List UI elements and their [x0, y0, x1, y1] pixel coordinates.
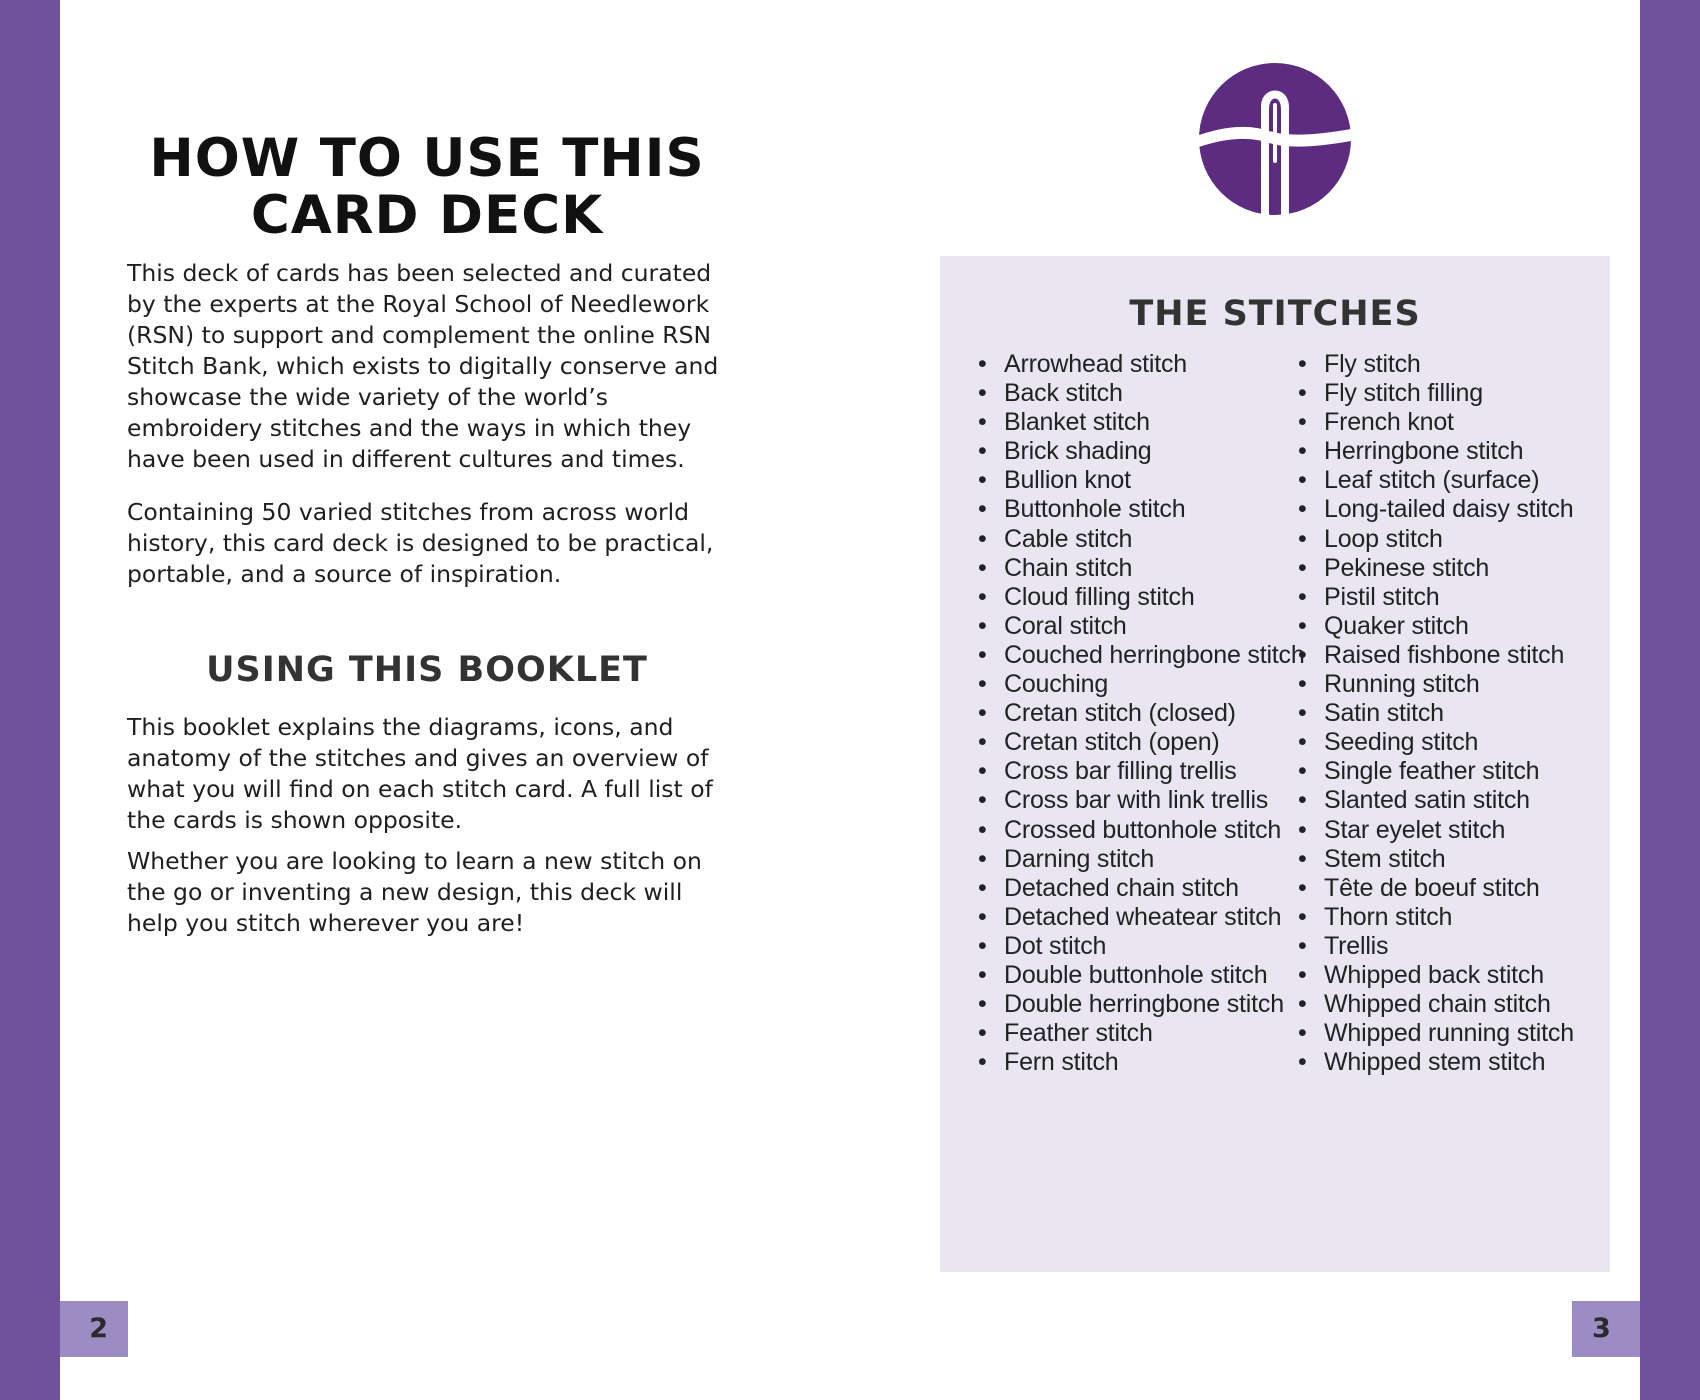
stitch-list-item: • Whipped back stitch: [1298, 961, 1598, 990]
stitch-list-item: • Star eyelet stitch: [1298, 816, 1598, 845]
page-title-line-1: HOW TO USE THIS: [149, 128, 705, 189]
stitch-list-item: • Whipped chain stitch: [1298, 990, 1598, 1019]
right-edge-band: [1640, 0, 1700, 1400]
stitch-list-item: • Quaker stitch: [1298, 612, 1598, 641]
needle-and-thread-icon: [1199, 63, 1351, 215]
stitch-list-item: • Whipped running stitch: [1298, 1019, 1598, 1048]
stitch-list-item: • Fly stitch filling: [1298, 379, 1598, 408]
stitch-list-item: • French knot: [1298, 408, 1598, 437]
stitch-list-item: • Buttonhole stitch: [978, 495, 1298, 524]
stitch-list-item: • Thorn stitch: [1298, 903, 1598, 932]
stitches-panel: [940, 256, 1610, 1272]
stitch-list-item: • Cloud filling stitch: [978, 583, 1298, 612]
booklet-paragraph-2: Whether you are looking to learn a new stitch on the go or inventing a new design, this deck will help you stitch wherever you are!: [127, 847, 702, 937]
stitch-list-item: • Leaf stitch (surface): [1298, 466, 1598, 495]
stitch-list-item: • Detached wheatear stitch: [978, 903, 1298, 932]
left-page-content: [127, 130, 727, 961]
stitch-list-item: • Pekinese stitch: [1298, 554, 1598, 583]
stitch-list-item: • Pistil stitch: [1298, 583, 1598, 612]
stitch-list-item: • Raised fishbone stitch: [1298, 641, 1598, 670]
stitch-list-item: • Whipped stem stitch: [1298, 1048, 1598, 1077]
left-edge-band: [0, 0, 60, 1400]
page-title: [127, 130, 727, 244]
needle-eye: [1273, 103, 1277, 163]
stitch-list-item: • Tête de boeuf stitch: [1298, 874, 1598, 903]
stitch-list-item: • Brick shading: [978, 437, 1298, 466]
booklet-heading: USING THIS BOOKLET: [206, 650, 648, 690]
stitch-list-item: • Cable stitch: [978, 525, 1298, 554]
stitch-list-item: • Cross bar with link trellis: [978, 786, 1298, 815]
stitch-list-item: • Crossed buttonhole stitch: [978, 816, 1298, 845]
stitch-list-item: • Chain stitch: [978, 554, 1298, 583]
stitch-list-item: • Darning stitch: [978, 845, 1298, 874]
page-title-line-2: CARD DECK: [250, 185, 604, 246]
booklet-paragraph-1: This booklet explains the diagrams, icons, and anatomy of the stitches and gives an overview of what you will find on each stitch card. A full list of the cards is shown opposite.: [127, 713, 713, 834]
stitch-list-item: • Detached chain stitch: [978, 874, 1298, 903]
stitch-list-item: • Blanket stitch: [978, 408, 1298, 437]
stitch-list-item: • Running stitch: [1298, 670, 1598, 699]
stitch-list-item: • Long-tailed daisy stitch: [1298, 495, 1598, 524]
intro-paragraph-2: Containing 50 varied stitches from across world history, this card deck is designed to be practical, portable, and a source of inspiration.: [127, 498, 714, 588]
stitch-list-column-1: [978, 350, 1305, 1077]
stitch-list-item: • Dot stitch: [978, 932, 1298, 961]
intro-paragraph-1: This deck of cards has been selected and curated by the experts at the Royal School of Needlework (RSN) to support and complement the online RSN Stitch Bank, which exists to digitally conserve and showcase the wide variety of the world’s embroidery stitches and the ways in which they have been used in different cultures and times.: [127, 259, 719, 473]
stitches-heading: THE STITCHES: [1129, 294, 1421, 334]
stitch-list-item: • Couching: [978, 670, 1298, 699]
stitch-list-item: • Seeding stitch: [1298, 728, 1598, 757]
page-number-left: 2: [60, 1301, 128, 1357]
stitch-list-item: • Feather stitch: [978, 1019, 1298, 1048]
stitch-list-item: • Slanted satin stitch: [1298, 786, 1598, 815]
stitch-list-column-2: [1298, 350, 1598, 1077]
stitch-list-item: • Cross bar filling trellis: [978, 757, 1298, 786]
stitch-list-item: • Single feather stitch: [1298, 757, 1598, 786]
stitch-list-item: • Back stitch: [978, 379, 1298, 408]
stitch-list-item: • Herringbone stitch: [1298, 437, 1598, 466]
stitch-list-item: • Fern stitch: [978, 1048, 1298, 1077]
stitch-list-item: • Loop stitch: [1298, 525, 1598, 554]
stitch-list-item: • Couched herringbone stitch: [978, 641, 1298, 670]
stitch-list-item: • Double herringbone stitch: [978, 990, 1298, 1019]
stitch-list-item: • Arrowhead stitch: [978, 350, 1298, 379]
stitch-list-item: • Cretan stitch (open): [978, 728, 1298, 757]
stitch-list-item: • Coral stitch: [978, 612, 1298, 641]
stitch-list-item: • Stem stitch: [1298, 845, 1598, 874]
stitch-list-item: • Trellis: [1298, 932, 1598, 961]
stitch-list-item: • Satin stitch: [1298, 699, 1598, 728]
stitch-list-item: • Cretan stitch (closed): [978, 699, 1298, 728]
stitch-list-item: • Fly stitch: [1298, 350, 1598, 379]
stitch-list-item: • Bullion knot: [978, 466, 1298, 495]
stitch-list-item: • Double buttonhole stitch: [978, 961, 1298, 990]
page-number-right: 3: [1572, 1301, 1640, 1357]
